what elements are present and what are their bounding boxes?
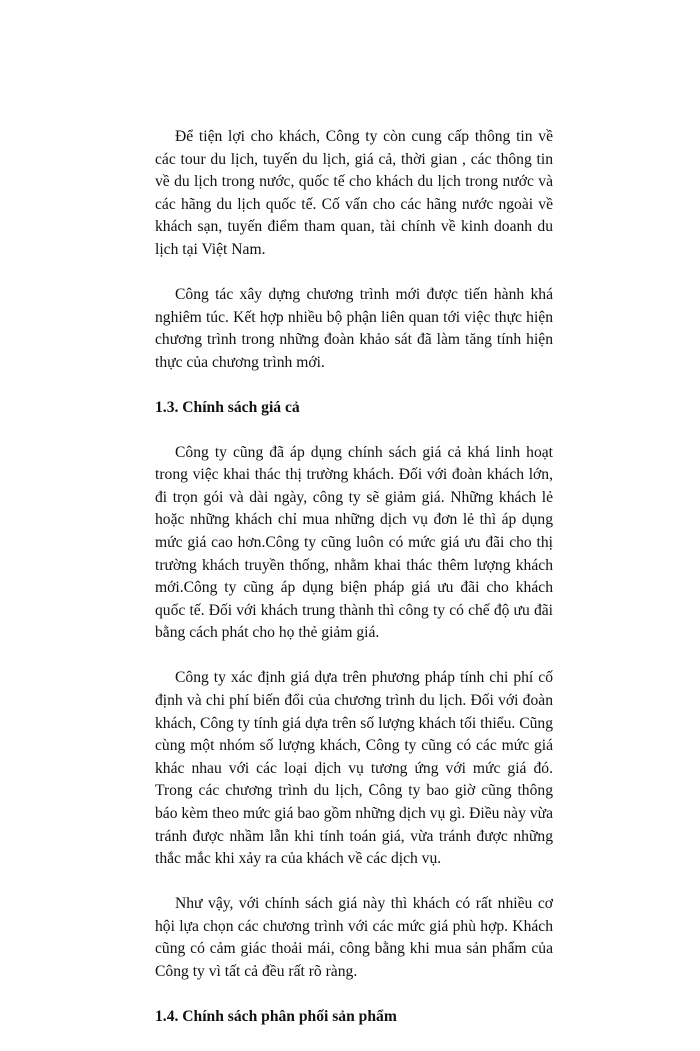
paragraph-flexible-pricing: Công ty cũng đã áp dụng chính sách giá cả khá linh hoạt trong việc khai thác thị trường khách. Đối với đoàn khách lớn, đi trọn gói và dài ngày, công ty sẽ giảm giá. Những khách lẻ hoặc những khách chỉ mua những dịch vụ đơn lẻ thì áp dụng mức giá cao hơn.Công ty cũng luôn có mức giá ưu đãi cho thị trường khách truyền thống, nhằm khai thác thêm lượng khách mới.Công ty cũng áp dụng biện pháp giá ưu đãi cho khách quốc tế. Đối với khách trung thành thì công ty có chế độ ưu đãi bằng cách phát cho họ thẻ giảm giá. [155,443,553,642]
paragraph-cost-based-pricing: Công ty xác định giá dựa trên phương pháp tính chi phí cố định và chi phí biến đổi của chương trình du lịch. Đối với đoàn khách, Công ty tính giá dựa trên số lượng khách tối thiểu. Cũng cùng một nhóm số lượng khách, Công ty cũng có các mức giá khác nhau với các loại dịch vụ tương ứng với mức giá đó. Trong các chương trình du lịch, Công ty bao giờ cũng thông báo kèm theo mức giá bao gồm những dịch vụ gì. Điều này vừa tránh được nhầm lẫn khi tính toán giá, vừa tránh được những thắc mắc khi xảy ra của khách về các dịch vụ. [155,669,553,868]
section-heading-pricing-policy: 1.3. Chính sách giá cả [155,398,300,416]
document-page [155,126,553,1051]
section-heading-distribution-policy: 1.4. Chính sách phân phối sản phẩm [155,1007,397,1025]
paragraph-pricing-conclusion: Như vậy, với chính sách giá này thì khách có rất nhiều cơ hội lựa chọn các chương trình với các mức giá phù hợp. Khách cũng có cảm giác thoải mái, công bằng khi mua sản phẩm của Công ty vì tất cả đều rất rõ ràng. [155,895,553,980]
paragraph-new-programs: Công tác xây dựng chương trình mới được tiến hành khá nghiêm túc. Kết hợp nhiều bộ phận liên quan tới việc thực hiện chương trình trong những đoàn khảo sát đã làm tăng tính hiện thực của chương trình mới. [155,285,553,371]
paragraph-customer-info: Để tiện lợi cho khách, Công ty còn cung cấp thông tin về các tour du lịch, tuyến du lịch, giá cả, thời gian , các thông tin về du lịch trong nước, quốc tế cho khách du lịch trong nước và các hãng du lịch quốc tế. Cố vấn cho các hãng nước ngoài về khách sạn, tuyến điểm tham quan, tài chính về kinh doanh du lịch tại Việt Nam. [155,128,553,258]
